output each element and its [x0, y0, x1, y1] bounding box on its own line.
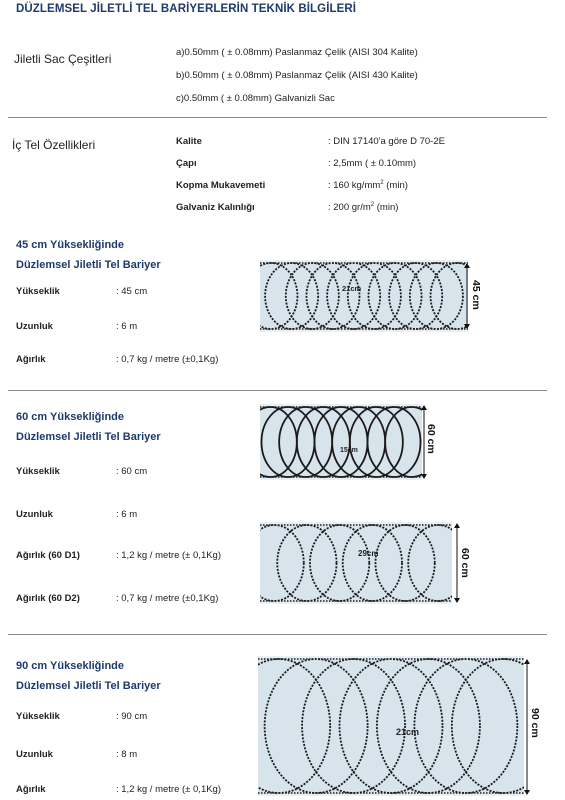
spec-value: : 6 m	[116, 509, 138, 520]
spec-label: Uzunluk	[16, 749, 53, 760]
product-subtitle: Düzlemsel Jiletli Tel Bariyer	[16, 680, 161, 692]
inner-dimension-label: 29cm	[358, 549, 379, 558]
inner-wire-name: Kopma Mukavemeti	[176, 180, 266, 191]
inner-wire-value: : 2,5mm ( ± 0.10mm)	[328, 158, 417, 169]
barrier-image	[258, 656, 524, 796]
inner-wire-label: İç Tel Özellikleri	[12, 138, 96, 152]
barrier-image	[260, 522, 452, 604]
inner-dimension-label: 21cm	[342, 284, 362, 293]
sheet-type-a: a)0.50mm ( ± 0.08mm) Paslanmaz Çelik (AISI 304 Kalite)	[176, 47, 418, 58]
product-subtitle: Düzlemsel Jiletli Tel Bariyer	[16, 259, 161, 271]
sheet-type-b: b)0.50mm ( ± 0.08mm) Paslanmaz Çelik (AISI 430 Kalite)	[176, 70, 418, 81]
divider	[8, 117, 547, 118]
spec-label: Uzunluk	[16, 509, 53, 520]
spec-value: : 60 cm	[116, 466, 148, 477]
inner-wire-value: : 200 $gr/m^2$ (min)	[328, 202, 399, 214]
inner-wire-value: : DIN 17140'a göre D 70-2E	[328, 136, 445, 147]
divider	[8, 390, 547, 391]
spec-value: : 6 m	[116, 321, 138, 332]
inner-wire-name: Çapı	[176, 158, 197, 169]
height-dimension-label: 45 cm	[470, 280, 482, 310]
dimension-line	[452, 522, 462, 604]
product-title: 60 cm Yüksekliğinde	[16, 411, 125, 423]
spec-label: Yükseklik	[16, 466, 60, 477]
sheet-types-label: Jiletli Sac Çeşitleri	[14, 52, 112, 66]
barrier-image	[260, 260, 468, 332]
height-dimension-label: 60 cm	[459, 548, 471, 578]
spec-label: Ağırlık	[16, 784, 46, 795]
spec-label: Ağırlık (60 D2)	[16, 593, 80, 604]
spec-value: : 8 m	[116, 749, 138, 760]
height-dimension-label: 60 cm	[425, 424, 437, 454]
spec-label: Uzunluk	[16, 321, 53, 332]
product-title: 90 cm Yüksekliğinde	[16, 660, 125, 672]
spec-value: : 1,2 kg / metre (± 0,1Kg)	[116, 550, 222, 561]
barrier-image	[260, 404, 422, 480]
spec-label: Ağırlık	[16, 354, 46, 365]
spec-label: Yükseklik	[16, 286, 60, 297]
product-subtitle: Düzlemsel Jiletli Tel Bariyer	[16, 431, 161, 443]
sheet-type-c: c)0.50mm ( ± 0.08mm) Galvanizli Sac	[176, 93, 335, 104]
inner-wire-name: Kalite	[176, 136, 202, 147]
inner-dimension-label: 21cm	[396, 727, 420, 737]
dimension-line	[419, 404, 429, 480]
page-title: DÜZLEMSEL JİLETLİ TEL BARİYERLERİN TEKNİK BİLGİLERİ	[16, 3, 357, 15]
spec-value: : 0,7 kg / metre (±0,1Kg)	[116, 593, 219, 604]
dimension-line	[462, 262, 472, 330]
spec-label: Yükseklik	[16, 711, 60, 722]
spec-label: Ağırlık (60 D1)	[16, 550, 80, 561]
divider	[8, 634, 547, 635]
inner-dimension-label: 15cm	[340, 447, 358, 454]
spec-value: : 90 cm	[116, 711, 148, 722]
spec-value: : 0,7 kg / metre (±0,1Kg)	[116, 354, 219, 365]
spec-value: : 1,2 kg / metre (± 0,1Kg)	[116, 784, 222, 795]
product-title: 45 cm Yüksekliğinde	[16, 239, 125, 251]
height-dimension-label: 90 cm	[529, 708, 541, 738]
inner-wire-name: Galvaniz Kalınlığı	[176, 202, 255, 213]
spec-value: : 45 cm	[116, 286, 148, 297]
dimension-line	[522, 658, 532, 796]
inner-wire-value: : 160 $kg/mm^2$ (min)	[328, 180, 408, 192]
